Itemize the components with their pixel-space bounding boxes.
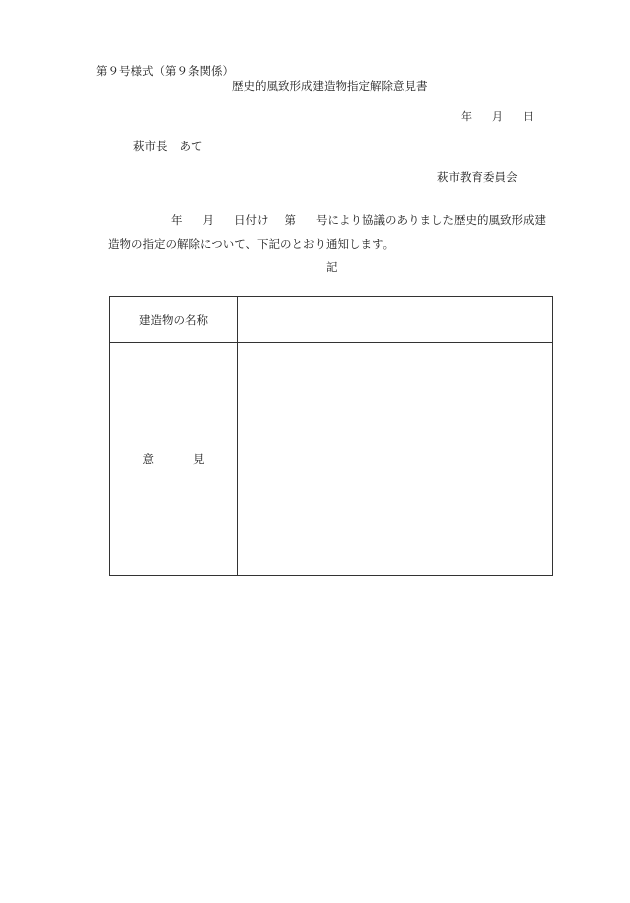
body-line-1 [171,215,546,227]
addressee-name: 萩市長 [133,139,168,153]
date-line [461,111,534,122]
date-day-label: 日 [523,110,534,123]
addressee-suffix: あて [179,139,203,153]
form-number: 第９号様式（第９条関係） [96,64,234,78]
building-name-label: 建造物の名称 [110,297,238,343]
body-line1-rest: 号により協議のありました歴史的風致形成建 [316,213,546,227]
document-title: 歴史的風致形成建造物指定解除意見書 [232,79,428,93]
sender: 萩市教育委員会 [437,170,518,184]
addressee [133,141,203,153]
body-line-2: 造物の指定の解除について、下記のとおり通知します。 [108,237,395,251]
table-row-building-name [110,297,553,343]
body-number-prefix: 第 [284,213,296,227]
date-year-label: 年 [461,110,472,123]
date-month-label: 月 [492,110,503,123]
ki-heading: 記 [326,260,338,274]
body-year-label: 年 [171,213,183,227]
opinion-label [110,343,238,576]
body-date-suffix: 日付け [234,213,269,227]
opinion-label-char-2: 見 [193,452,205,466]
opinion-label-char-1: 意 [142,452,154,466]
opinion-table [109,296,553,576]
table-row-opinion [110,343,553,576]
building-name-field[interactable] [238,297,553,343]
body-month-label: 月 [202,213,214,227]
opinion-field[interactable] [238,343,553,576]
